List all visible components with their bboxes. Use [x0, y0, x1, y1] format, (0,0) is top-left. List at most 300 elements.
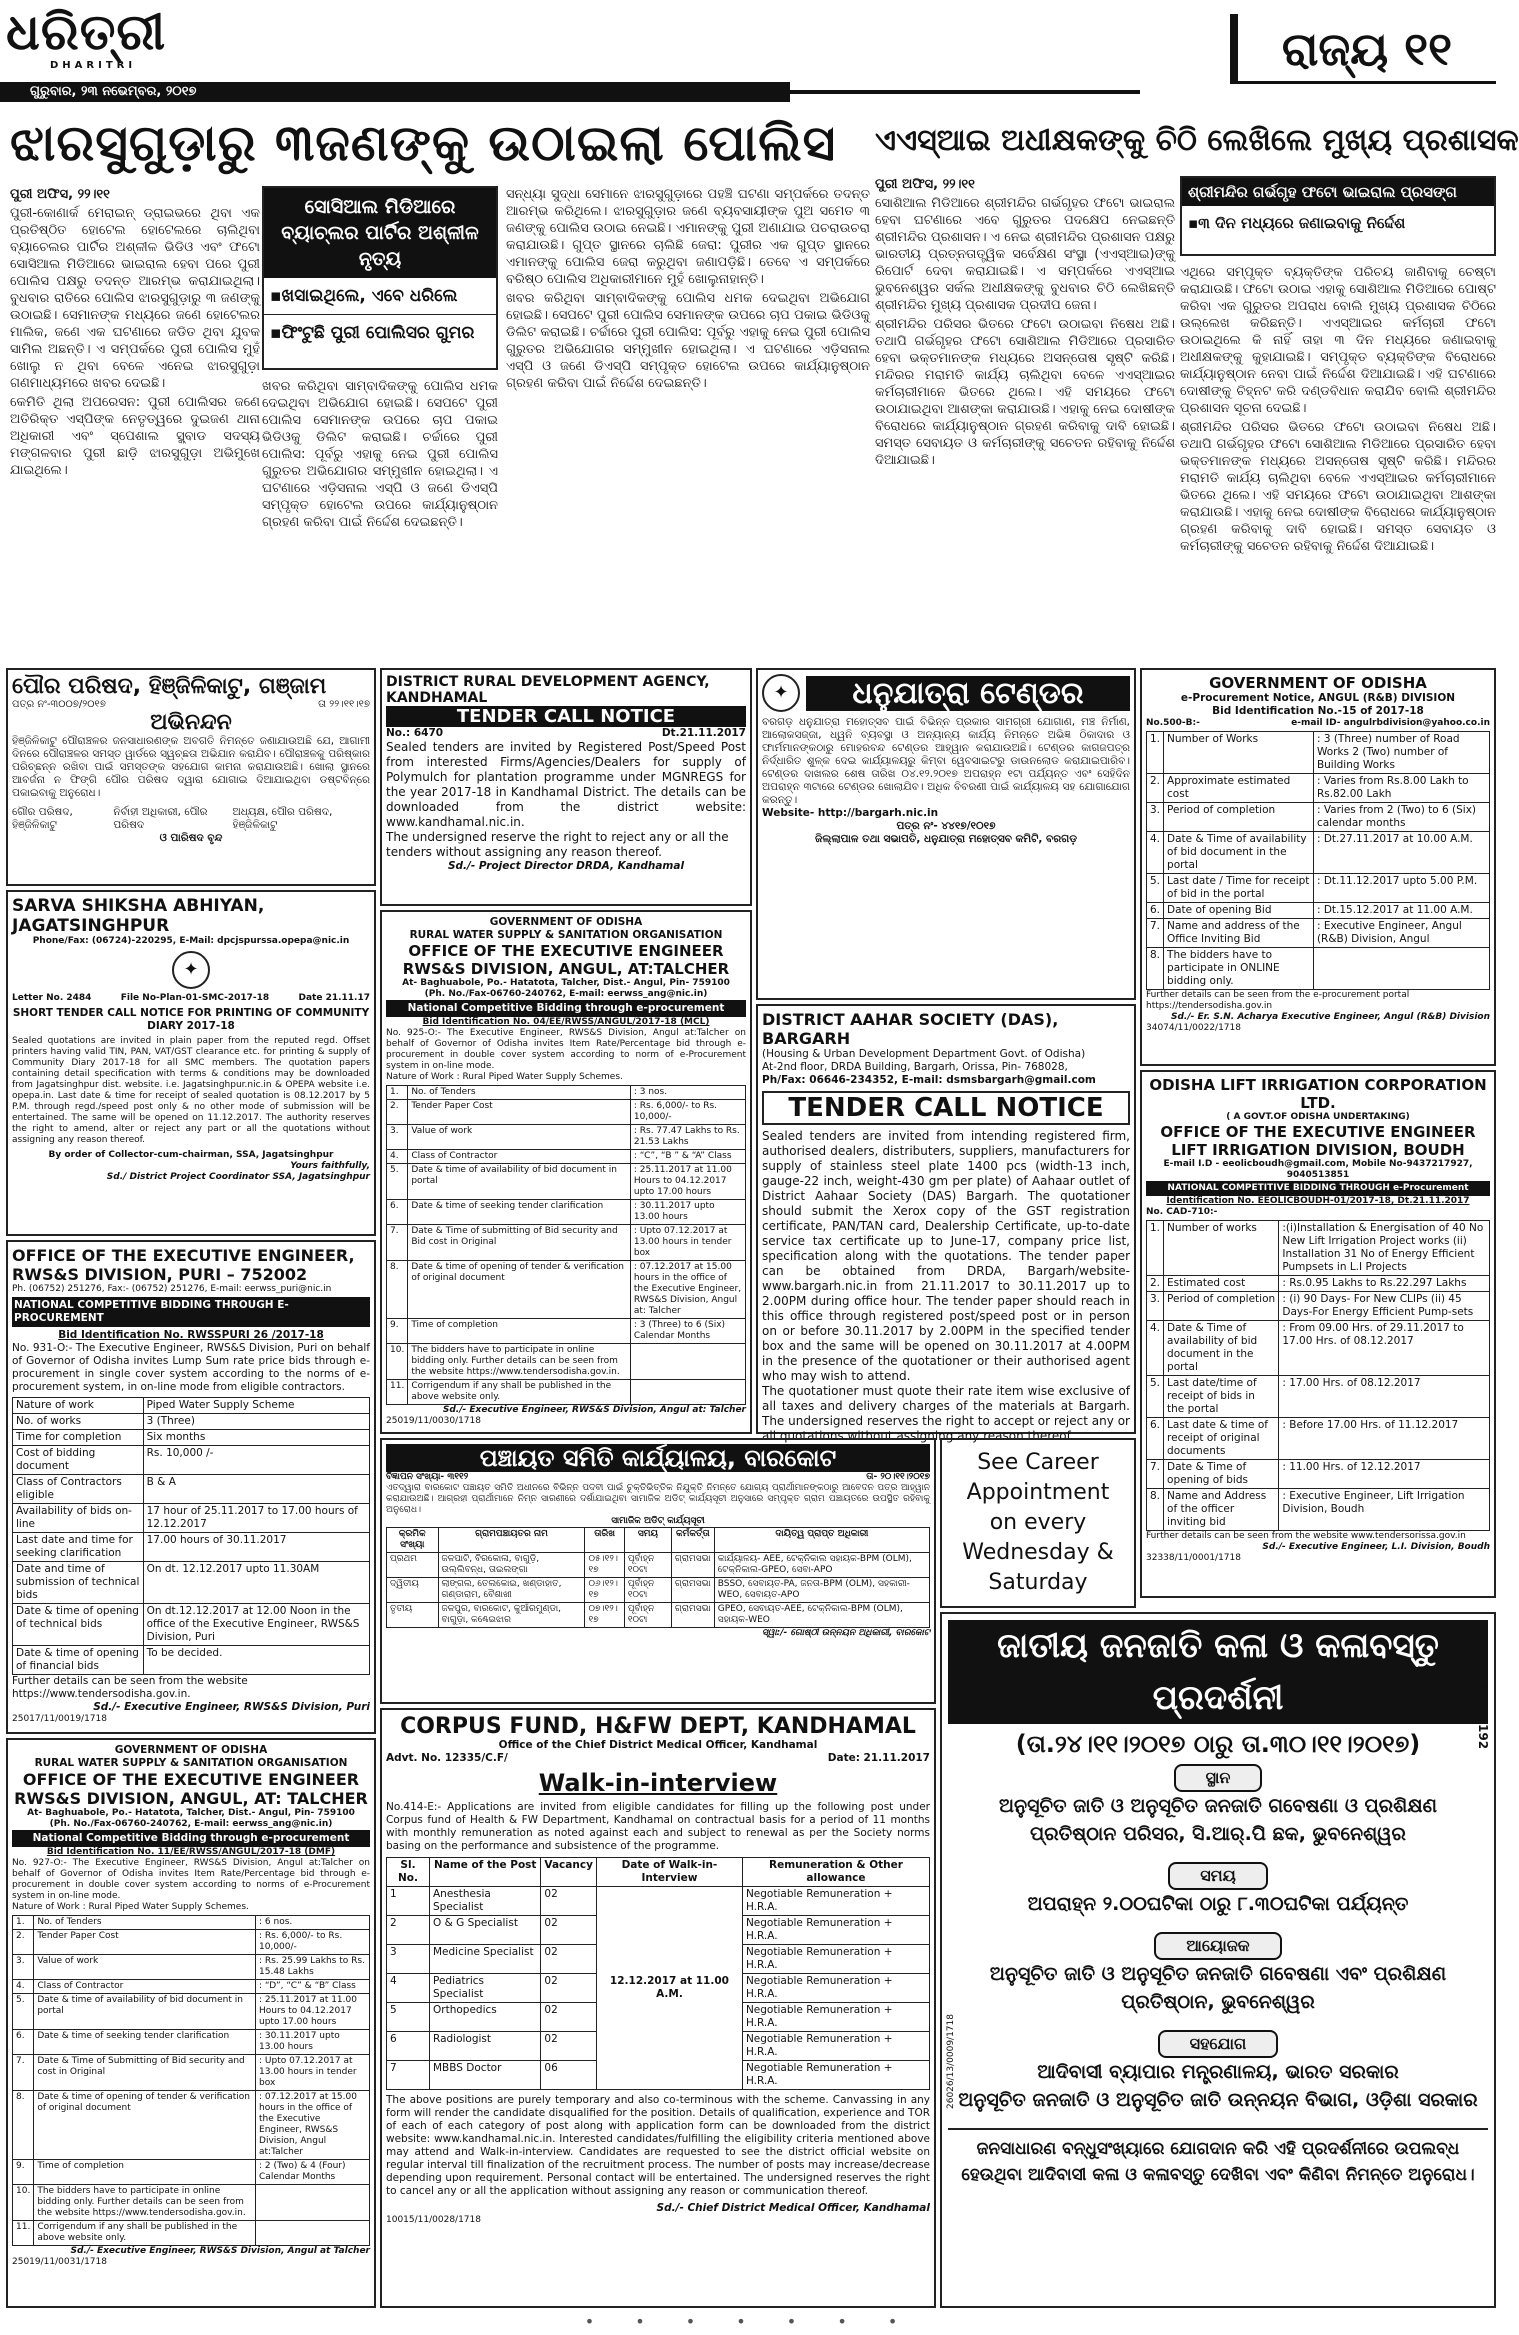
lead-inset-box [262, 186, 498, 370]
panchayat-table-cell: ପ୍ରଥମ [387, 1553, 439, 1578]
olic-table-cell: 4. [1147, 1321, 1164, 1376]
angul1-table-row [13, 1916, 370, 1930]
second-sidebar-bullet-text: ୩ ଦିନ ମଧ୍ୟରେ ଜଣାଇବାକୁ ନିର୍ଦ୍ଦେଶ [1198, 214, 1406, 232]
angulrb-bid: Bid Identification No.-15 of 2017-18 [1212, 705, 1424, 717]
corpus-table-cell: 3 [387, 1945, 430, 1974]
angul1-ncb: National Competitive Bidding through e-procurement [12, 1830, 370, 1847]
angul2-table-cell: 1. [387, 1086, 408, 1100]
angul2-table-cell [630, 1344, 745, 1380]
second-text-2: ଶ୍ରୀମନ୍ଦିର ପରିସର ଭିତରେ ଫଟୋ ଉଠାଇବା ନିଷେଧ ଅଛି। ତଥାପି ଗର୍ଭଗୃହର ଫଟୋ ସୋଶିଆଲ ମିଡିଆରେ ପ୍ରସାରିତ ହେବା ଭକ୍ତମାନଙ୍କ ମଧ୍ୟରେ ଅସନ୍ତୋଷ ସୃଷ୍ଟି କରିଛି। ମନ୍ଦିରର ମରାମତି କାର୍ଯ୍ୟ ଚାଲିଥିବା ବେଳେ ଏଏସ୍‌ଆଇର କର୍ମଚାରୀମାନେ ଭିତରେ ଥିଲେ। ଏହି ସମୟରେ ଫଟୋ ଉଠାଯାଇଥିବା ଆଶଙ୍କା କରାଯାଉଛି। ଏହାକୁ ନେଇ ଦୋଷୀଙ୍କ ବିରୋଧରେ କାର୍ଯ୍ୟାନୁଷ୍ଠାନ ଗ୍ରହଣ କରିବାକୁ ଦାବି ହୋଇଛି। ସମସ୍ତ ସେବାୟତ ଓ କର୍ମଚାରୀଙ୍କୁ ସଚେତନ ରହିବାକୁ ନିର୍ଦ୍ଦେଶ ଦିଆଯାଇଛି। [875, 317, 1175, 468]
olic-table-cell: : From 09.00 Hrs. of 29.11.2017 to 17.00 Hrs. of 08.12.2017 [1279, 1321, 1490, 1376]
corpus-table-cell: Negotiable Remuneration + H.R.A. [742, 2003, 929, 2032]
lead-text-1b: କେମିତି ଥିଲା ଅପରେସନ: ପୁରୀ ପୋଲିସର ଜଣେ ଅତିରିକ୍ତ ଏସ୍‌ପିଙ୍କ ନେତୃତ୍ୱରେ ଦୁଇଜଣ ଥାନା ଅଧିକାରୀ ଏବଂ ସ୍ପେଶାଲ ସ୍କ୍ବାଡ ସଦସ୍ୟ ମଙ୍ଗଳବାର ପୁରୀ ଛାଡ଼ି ଝାରସୁଗୁଡ଼ା ଅଭିମୁଖେ ଯାଇଥିଲେ। [10, 395, 260, 478]
olic-table [1146, 1220, 1490, 1531]
olic-table-cell: Date & Time of opening of bids [1164, 1460, 1279, 1489]
angul1-table-cell: 8. [13, 2091, 34, 2160]
dhanu-body: ବରଗଡ଼ ଧନୁଯାତ୍ରା ମହୋତ୍ସବ ପାଇଁ ବିଭିନ୍ନ ପ୍ରକାର ସାମଗ୍ରୀ ଯୋଗାଣ, ମଞ୍ଚ ନିର୍ମାଣ, ଆଲୋକସଜ୍ଜା, ଧ୍ୱନି ବ୍ୟବସ୍ଥା ଓ ଅନ୍ୟାନ୍ୟ କାର୍ଯ୍ୟ ନିମନ୍ତେ ଅଭିଜ୍ଞ ଠିକାଦାର ଓ ଫାର୍ମମାନଙ୍କଠାରୁ ମୋହରବନ୍ଦ ଟେଣ୍ଡର ଆହ୍ୱାନ କରାଯାଉଅଛି। ଟେଣ୍ଡର କାଗଜପତ୍ର ନିର୍ଦ୍ଧାରିତ ଶୁଳ୍କ ଦେଇ କାର୍ଯ୍ୟାଳୟରୁ କିମ୍ବା ୱେବସାଇଟରୁ ଡାଉନଲୋଡ କରାଯାଇପାରିବ। ଟେଣ୍ଡର ଦାଖଲର ଶେଷ ତାରିଖ ୦୪.୧୨.୨୦୧୭ ଅପରାହ୍ନ ୧ଟା ପର୍ଯ୍ୟନ୍ତ ଏବଂ ସେହିଦିନ ଅପରାହ୍ନ ୩ଟାରେ ଟେଣ୍ଡର ଖୋଲାଯିବ। ଅଧିକ ବିବରଣୀ ପାଇଁ କାର୍ଯ୍ୟାଳୟ ସହ ଯୋଗାଯୋଗ କରନ୍ତୁ। [762, 716, 1130, 806]
panchayat-table-cell: GPEO, ସେବାୟତ-AEE, ଟେକ୍ନିକାଲ-BPM (OLM), ସହାୟକ-WEO [714, 1603, 929, 1628]
olic-table-row [1147, 1221, 1490, 1276]
angul2-table-cell: 9. [387, 1319, 408, 1344]
puri-table-cell: Time for completion [13, 1430, 144, 1446]
puri-table-cell: Date & time of opening of financial bids [13, 1646, 144, 1675]
panchayat-table-row [387, 1578, 930, 1603]
panchayat-table-cell: ଦ୍ୱିତୀୟ [387, 1578, 439, 1603]
panchayat-table-cell: ଗ୍ରାମସଭା [671, 1603, 714, 1628]
puri-table-cell: On dt.12.12.2017 at 12.00 Noon in the office of the Executive Engineer, RWS&S Division, Puri [143, 1604, 369, 1646]
angul2-table-cell [630, 1380, 745, 1405]
olic-title: ODISHA LIFT IRRIGATION CORPORATION LTD. [1149, 1076, 1487, 1112]
angul1-table-cell: 3. [13, 1955, 34, 1980]
angulrb-table-row [1147, 919, 1490, 948]
angulrb-table-cell: 1. [1147, 732, 1164, 774]
angulrb-table-cell: : Executive Engineer, Angul (R&B) Division, Angul [1313, 919, 1489, 948]
angul2-table-cell: 4. [387, 1150, 408, 1164]
corpus-table-row [387, 1887, 930, 1916]
angul1-table-cell: Date & time of opening of tender & verification of original document [34, 2091, 256, 2160]
ad-hinjili [6, 668, 376, 886]
corpus-table-header: Remuneration & Other allowance [742, 1858, 929, 1887]
panchayat-table-row [387, 1603, 930, 1628]
lead-column-2b [262, 378, 498, 656]
exhibition-dates: (ତା.୨୪।୧୧।୨୦୧୭ ଠାରୁ ତା.୩୦।୧୧।୨୦୧୭) [1015, 1730, 1421, 1758]
angul2-gov: GOVERNMENT OF ODISHA [489, 916, 643, 928]
angul1-table-cell: 5. [13, 1994, 34, 2030]
angul2-table [386, 1085, 746, 1405]
angulrb-table-row [1147, 874, 1490, 903]
exhibition-code: DSPL-192 [1476, 1684, 1490, 1750]
angul1-table-cell: 7. [13, 2055, 34, 2091]
angul2-table-cell: Class of Contractor [408, 1150, 631, 1164]
corpus-table-cell: Negotiable Remuneration + H.R.A. [742, 2032, 929, 2061]
angul1-table-cell: : 30.11.2017 upto 13.00 hours [256, 2030, 370, 2055]
angul1-table-row [13, 1930, 370, 1955]
angul2-table-cell: : “C”, “B ” & “A” Class [630, 1150, 745, 1164]
ad-olic-boudh [1140, 1070, 1496, 1598]
angulrb-table-cell: The bidders have to participate in ONLINE bidding only. [1164, 948, 1314, 990]
olic-no: No. CAD-710:- [1146, 1207, 1218, 1217]
second-sidebar-bullet: ▪୩ ଦିନ ମଧ୍ୟରେ ଜଣାଇବାକୁ ନିର୍ଦ୍ଦେଶ [1188, 214, 1406, 232]
corpus-table-cell: Negotiable Remuneration + H.R.A. [742, 1916, 929, 1945]
angulrb-table-cell: : Dt.11.12.2017 upto 5.00 P.M. [1313, 874, 1489, 903]
hinjili-sig-3: ଅଧ୍ୟକ୍ଷ, ପୌର ପରିଷଦ, ହିଞ୍ଜିଳିକାଟୁ [232, 806, 333, 831]
corpus-table-cell: 4 [387, 1974, 430, 2003]
ad-angul-rb [1140, 668, 1496, 1066]
angul2-org: RURAL WATER SUPPLY & SANITATION ORGANISATION [409, 929, 723, 941]
puri-table-row [13, 1446, 370, 1475]
angul2-table-cell: Date & time of availability of bid document in portal [408, 1164, 631, 1200]
panchayat-sig: ସ୍ୱା:/- ଗୋଷ୍ଠୀ ଉନ୍ନୟନ ଅଧିକାରୀ, ବାରକୋଟ [761, 1628, 930, 1638]
angulrb-email: e-mail ID- angulrbdivision@yahoo.co.in [1291, 718, 1490, 728]
angul2-div: RWS&S DIVISION, ANGUL, AT:TALCHER [402, 960, 730, 978]
olic-table-cell: : Executive Engineer, Lift Irrigation Division, Boudh [1279, 1489, 1490, 1531]
hinjili-sig-2: ନିର୍ବାହୀ ଅଧିକାରୀ, ପୌର ପରିଷଦ [113, 806, 208, 831]
angul2-addr: At- Baghuabole, Po.- Hatatota, Talcher, Dist.- Angul, Pin- 759100 [402, 978, 730, 988]
panchayat-body: ଏତଦ୍ୱାରା ବାରକୋଟ ପଞ୍ଚାୟତ ସମିତି ଅଧୀନରେ ବିଭିନ୍ନ ପଦବୀ ପାଇଁ ଚୁକ୍ତିଭିତ୍ତିକ ନିଯୁକ୍ତି ନିମନ୍ତେ ଯୋଗ୍ୟ ପ୍ରାର୍ଥୀମାନଙ୍କଠାରୁ ଆବେଦନ ପତ୍ର ଆହ୍ୱାନ କରାଯାଉଅଛି। ଆଗ୍ରହୀ ପ୍ରାର୍ଥୀମାନେ ନିମ୍ନ ସାରଣୀରେ ଦର୍ଶାଯାଇଥିବା ସାମାଜିକ ଅଡିଟ୍ କାର୍ଯ୍ୟସୂଚୀ ଅନୁସାରେ ସମ୍ପୃକ୍ତ ଗ୍ରାମ ପଞ୍ଚାୟତରେ ଉପସ୍ଥିତ ରହିବାକୁ ଅନୁରୋଧ। [386, 1483, 930, 1515]
olic-table-cell: Estimated cost [1164, 1276, 1279, 1292]
angul2-table-cell: The bidders have to participate in online bidding only. Further details can be seen from the website https://www.tendersodisha.gov.in. [408, 1344, 631, 1380]
exhibition-value-1: ଅନୁସୂଚିତ ଜାତି ଓ ଅନୁସୂଚିତ ଜନଜାତି ଗବେଷଣା ଓ ପ୍ରଶିକ୍ଷଣ ପ୍ରତିଷ୍ଠାନ ପରିସର, ସି.ଆର୍.ପି ଛକ, ଭୁବନେଶ୍ୱର [998, 1795, 1438, 1845]
corpus-sub: Office of the Chief District Medical Officer, Kandhamal [498, 1739, 818, 1751]
corpus-table-cell: O & G Specialist [430, 1916, 541, 1945]
inset-bullet-2-text: ଫିଂଟୁଛି ପୁରୀ ପୋଲିସର ଗୁମର [281, 323, 475, 343]
olic-ncb: NATIONAL COMPETITIVE BIDDING THROUGH e-Procurement [1146, 1181, 1490, 1196]
angul1-table-cell: : “D”, “C” & “B” Class [256, 1980, 370, 1994]
puri-table-cell: 17.00 hours of 30.11.2017 [143, 1533, 369, 1562]
angulrb-table-cell: Date & Time of availability of bid document in the portal [1164, 832, 1314, 874]
corpus-table-cell: Anesthesia Specialist [430, 1887, 541, 1916]
puri-contact: Ph. (06752) 251276, Fax:- (06752) 251276, E-mail: eerwss_puri@nic.in [12, 1284, 332, 1294]
corpus-table-cell: MBBS Doctor [430, 2061, 541, 2090]
corpus-date: Date: 21.11.2017 [827, 1752, 930, 1764]
angul2-table-cell: 7. [387, 1225, 408, 1261]
footer-marks: • • • • • • • [584, 2312, 916, 2331]
olic-table-row [1147, 1376, 1490, 1418]
angul1-table-cell: 9. [13, 2160, 34, 2185]
angulrb-table-row [1147, 732, 1490, 774]
angulrb-table-row [1147, 948, 1490, 990]
angul2-table-cell: Tender Paper Cost [408, 1100, 631, 1125]
logo-subtitle: DHARITRI [50, 60, 137, 71]
olic-table-cell: 5. [1147, 1376, 1164, 1418]
ssa-order: By order of Collector-cum-chairman, SSA, Jagatsinghpur [48, 1150, 334, 1160]
angul2-sig: Sd./- Executive Engineer, RWS&S Division, Angul at: Talcher [442, 1405, 746, 1415]
puri-table-row [13, 1562, 370, 1604]
angul2-body: No. 925-O:- The Executive Engineer, RWS&S Division, Angul at:Talcher on behalf of Governor of Odisha invites Item Rate/Percentage bid through e-procurement in double cover system according to norm of e-Procurement system in on-line mode. [386, 1028, 746, 1071]
corpus-table-cell: 2 [387, 1916, 430, 1945]
puri-table [12, 1397, 370, 1675]
corpus-body: No.414-E:- Applications are invited from eligible candidates for filling up the following post under Corpus fund of Health & FW Department, Kandhamal on contractual basis for a period of 11 months with monthly remuneration as noted against each and subject to renewal as per the Society norms basing on the performance and subsistence of the programme. [386, 1801, 930, 1852]
drda-title: DISTRICT RURAL DEVELOPMENT AGENCY, KANDHAMAL [386, 674, 710, 706]
angul1-table [12, 1915, 370, 2246]
angulrb-sig: Sd./- Er. S.N. Acharya Executive Engineer, Angul (R&B) Division [1171, 1012, 1490, 1022]
dhanu-header [762, 674, 1130, 712]
puri-table-cell: B & A [143, 1475, 369, 1504]
olic-table-row [1147, 1418, 1490, 1460]
angul1-table-cell: Date & Time of Submitting of Bid security and cost in Original [34, 2055, 256, 2091]
angul2-code: 25019/11/0030/1718 [386, 1416, 481, 1426]
puri-bid: Bid Identification No. RWSSPURI 26 /2017-18 [58, 1329, 324, 1341]
drda-body2: The undersigned reserve the right to reject any or all the tenders without assigning any reason thereof. [386, 830, 729, 859]
corpus-table-cell: Medicine Specialist [430, 1945, 541, 1974]
ssa-yf: Yours faithfully, [290, 1161, 370, 1171]
exhibition-label-1-row [948, 1764, 1488, 1792]
angul1-nature: Nature of Work : Rural Piped Water Supply Schemes. [12, 1902, 249, 1912]
puri-table-cell: Piped Water Supply Scheme [143, 1398, 369, 1414]
ad-panchayat-barkote [380, 1438, 936, 1704]
drda-no-row [386, 727, 746, 740]
panchayat-table-cell: ଗ୍ରାମସଭା [671, 1578, 714, 1603]
exhibition-label-4-row [948, 2030, 1488, 2058]
panchayat-date: ତା- ୨୦।୧୧।୨୦୧୭ [866, 1472, 930, 1482]
puri-table-row [13, 1475, 370, 1504]
panchayat-table-cell: ୦୬।୧୨।୧୭ [585, 1578, 624, 1603]
dhanu-web: Website- http://bargarh.nic.in [762, 807, 939, 819]
lead-headline-text: ଝାରସୁଗୁଡ଼ାରୁ ୩ଜଣଙ୍କୁ ଉଠାଇଲା ପୋଲିସ [10, 114, 837, 172]
angul1-gov: GOVERNMENT OF ODISHA [114, 1744, 268, 1756]
puri-table-row [13, 1430, 370, 1446]
angul2-table-cell: Time of completion [408, 1319, 631, 1344]
corpus-table-cell: 02 [541, 1974, 597, 2003]
das-body2: The quotationer must quote their rate item wise exclusive of all taxes and delivery charges of the materials at Bargarh. The undersigned reserves the right to accept or reject any or all quotations without assigning any reason thereof. [762, 1384, 1130, 1443]
angul1-table-row [13, 2221, 370, 2246]
exhibition-label-4: ସହଯୋଗ [1158, 2030, 1279, 2058]
panchayat-table-header: ଦାୟିତ୍ୱ ପ୍ରାପ୍ତ ଅଧିକାରୀ [714, 1528, 929, 1553]
angulrb-notice: e-Procurement Notice, ANGUL (R&B) DIVISION [1180, 692, 1456, 704]
angul1-table-cell: 11. [13, 2221, 34, 2246]
puri-body: No. 931-O:- The Executive Engineer, RWS&S Division, Puri on behalf of Governor of Odisha invites Lump Sum rate price bids through e-procurement in single cover system according to the norms of e-procurement system, in on-line mode from eligible contractors. [12, 1342, 370, 1393]
page-section-title: ରାଜ୍ୟ ୧୧ [1230, 14, 1496, 84]
dhanu-title: ଧନୁଯାତ୍ରା ଟେଣ୍ଡର [806, 676, 1130, 711]
angul1-table-cell: Class of Contractor [34, 1980, 256, 1994]
puri-table-cell: Availability of bids on-line [13, 1504, 144, 1533]
lead-column-3 [506, 186, 870, 656]
corpus-table-cell: 02 [541, 1945, 597, 1974]
olic-table-cell: :(i)Installation & Energisation of 40 No New Lift Irrigation Project works (ii) Installation 31 No of Energy Efficient Pumpsets in L.I Projects [1279, 1221, 1490, 1276]
olic-table-cell: 2. [1147, 1276, 1164, 1292]
angul2-table-cell: : 30.11.2017 upto 13.00 hours [630, 1200, 745, 1225]
olic-table-cell: Name and Address of the officer inviting bid [1164, 1489, 1279, 1531]
inset-bullet-1-text: ଖସାଇଥିଲେ, ଏବେ ଧରିଲେ [281, 286, 458, 306]
angul2-table-row [387, 1319, 746, 1344]
corpus-table-header: Name of the Post [430, 1858, 541, 1887]
ssa-letter: Letter No. 2484 [12, 993, 92, 1003]
exhibition-label-2: ସମୟ [1168, 1862, 1268, 1890]
angul1-code: 25019/11/0031/1718 [12, 2257, 107, 2267]
angul1-office: OFFICE OF THE EXECUTIVE ENGINEER [22, 1770, 360, 1789]
masthead-logo [6, 4, 266, 84]
olic-table-cell: Number of works [1164, 1221, 1279, 1276]
corpus-table-cell: 7 [387, 2061, 430, 2090]
angul2-ph: (Ph. No./Fax-06760-240762, E-mail: eerwss_ang@nic.in) [424, 989, 708, 999]
angul1-table-cell: 4. [13, 1980, 34, 1994]
panchayat-ref-row [386, 1472, 930, 1483]
angul1-table-cell [256, 2221, 370, 2246]
angul1-table-row [13, 2055, 370, 2091]
drda-no: No.: 6470 [386, 727, 444, 739]
angulrb-table-cell: 8. [1147, 948, 1164, 990]
angul2-table-cell: : Rs. 77.47 Lakhs to Rs. 21.53 Lakhs [630, 1125, 745, 1150]
panchayat-table-cell: ତୃତୀୟ [387, 1603, 439, 1628]
panchayat-table-cell: ପୂର୍ବାହ୍ନ ୧୦ଟା [624, 1578, 671, 1603]
angul1-table-cell: 1. [13, 1916, 34, 1930]
olic-table-cell: 6. [1147, 1418, 1164, 1460]
hinjili-date: ତା ୨୨।୧୧।୧୭ [318, 699, 370, 710]
das-body: Sealed tenders are invited from intending registered firm, authorised dealers, distributers, suppliers, manufacturers for supply of stainless steel plate 1400 pcs (width-13 inch, gauge-22 inch, weight-430 gm per plate) of Aahaar outlet of District Aahaar Society (DAS) Bargarh. The quotationer should submit the Xerox copy of the GST registration certificate, PAN/TAN card, Dealership Certificate, up-to-date service tax certificate up to June-17, company price list, specification along with the quotations. The tender paper can be obtained from DRDA, Bargarh/website-www.bargarh.nic.in from 21.11.2017 to 30.11.2017 up to 2.00PM during office hour. The tender paper should reach in this office through registered post/speed post or in person on or before 30.11.2017 by 2.00PM in the specified tender box and the same will be opened on 30.11.2017 at 4.00PM in the presence of the quotationer or their authorised agent who may wish to attend. [762, 1129, 1130, 1383]
olic-table-cell: : Rs.0.95 Lakhs to Rs.22.297 Lakhs [1279, 1276, 1490, 1292]
angul1-table-cell: Value of work [34, 1955, 256, 1980]
olic-office: OFFICE OF THE EXECUTIVE ENGINEER LIFT IRRIGATION DIVISION, BOUDH [1160, 1123, 1476, 1159]
panchayat-table-cell: ୦୫।୧୨।୧୭ [585, 1553, 624, 1578]
corpus-table-cell: 02 [541, 2032, 597, 2061]
angul1-table-cell: Tender Paper Cost [34, 1930, 256, 1955]
angulrb-table-row [1147, 903, 1490, 919]
panchayat-table-header: କର୍ମକର୍ତ୍ତା [671, 1528, 714, 1553]
lead-text-2: ସନ୍ଧ୍ୟା ସୁଦ୍ଧା ସେମାନେ ଝାରସୁଗୁଡ଼ାରେ ପହଞ୍ଚି ଘଟଣା ସମ୍ପର୍କରେ ତଦନ୍ତ ଆରମ୍ଭ କରିଥିଲେ। ଝାରସୁଗୁଡ଼ାର ଜଣେ ବ୍ୟବସାୟୀଙ୍କ ପୁଅ ସମେତ ୩ ଜଣଙ୍କୁ ପୋଲିସ ଉଠାଇ ନେଇଛି। ଏମାନଙ୍କୁ ପୁରୀ ଅଣାଯାଇ ପଚରାଉଚରା କରାଯାଉଛି। ଗୁପ୍ତ ସ୍ଥାନରେ ଚାଲିଛି ଜେରା: ପୁରୀର ଏକ ଗୁପ୍ତ ସ୍ଥାନରେ ଏମାନଙ୍କୁ ପୋଲିସ ଜେରା କରୁଥିବା ଜଣାପଡ଼ିଛି। ତେବେ ଏ ସମ୍ପର୍କରେ ବରିଷ୍ଠ ପୋଲିସ ଅଧିକାରୀମାନେ ମୁହଁ ଖୋଲୁନାହାନ୍ତି। [506, 187, 870, 287]
corpus-walk: Walk-in-interview [538, 1769, 778, 1797]
olic-sig: Sd./- Executive Engineer, L.I. Division, Boudh [1262, 1542, 1490, 1552]
second-sidebar-title: ଶ୍ରୀମନ୍ଦିର ଗର୍ଭଗୃହ ଫଟୋ ଭାଇରାଲ ପ୍ରସଙ୍ଗ [1182, 178, 1494, 206]
angul2-table-cell: : 3 (Three) to 6 (Six) Calendar Months [630, 1319, 745, 1344]
corpus-table-cell: Negotiable Remuneration + H.R.A. [742, 2061, 929, 2090]
olic-code: 32338/11/0001/1718 [1146, 1553, 1241, 1563]
hinjili-title: ପୌର ପରିଷଦ, ହିଞ୍ଜିଳିକାଟୁ, ଗଞ୍ଜାମ [12, 674, 327, 699]
ssa-title: SARVA SHIKSHA ABHIYAN, JAGATSINGHPUR [12, 896, 265, 936]
puri-code: 25017/11/0019/1718 [12, 1714, 107, 1724]
exhibition-title: ଜାତୀୟ ଜନଜାତି କଳା ଓ କଳାବସ୍ତୁ ପ୍ରଦର୍ଶନୀ [948, 1620, 1488, 1724]
inset-title: ସୋସିଆଲ ମିଡିଆରେ ବ୍ୟାଚ୍‌ଲର ପାର୍ଟିର ଅଶ୍ଳୀଳ ନୃତ୍ୟ [264, 188, 496, 278]
exhibition-label-1: ସ୍ଥାନ [1174, 1764, 1263, 1792]
panchayat-table-cell: ଗ୍ରାମସଭା [671, 1553, 714, 1578]
angulrb-table [1146, 731, 1490, 990]
angul1-table-cell: : Rs. 6,000/- to Rs. 10,000/- [256, 1930, 370, 1955]
angulrb-no-row [1146, 718, 1490, 729]
ad-exhibition [940, 1612, 1496, 2308]
olic-table-cell: Last date & time of receipt of original documents [1164, 1418, 1279, 1460]
puri-title: OFFICE OF THE EXECUTIVE ENGINEER, RWS&S DIVISION, PURI – 752002 [12, 1246, 355, 1284]
angulrb-table-cell: Name and address of the Office Inviting Bid [1164, 919, 1314, 948]
angul1-body: No. 927-O:- The Executive Engineer, RWS&S Division, Angul at:Talcher on behalf of Governor of Odisha invites Item Rate/Percentage bid through e-procurement in double cover system according to norms of e-Procurement system in on-line mode. [12, 1858, 370, 1901]
corpus-sig: Sd./- Chief District Medical Officer, Kandhamal [656, 2202, 930, 2214]
panchayat-table-header: ଗ୍ରାମପଞ୍ଚାୟତର ନାମ [438, 1528, 585, 1553]
ssa-file: File No-Plan-01-SMC-2017-18 [120, 993, 270, 1003]
angul2-table-cell: Date & time of opening of tender & verification of original document [408, 1261, 631, 1319]
angul1-table-cell: : 6 nos. [256, 1916, 370, 1930]
ad-career-promo [940, 1438, 1136, 1608]
exhibition-code-2: 26026/13/0009/1718 [946, 2014, 956, 2109]
angul2-table-row [387, 1125, 746, 1150]
angul2-table-cell: : 07.12.2017 at 15.00 hours in the office of the Executive Engineer, RWS&S Division, Angul at: Talcher [630, 1261, 745, 1319]
angul2-table-cell: 11. [387, 1380, 408, 1405]
angul2-table-row [387, 1344, 746, 1380]
panchayat-table-cell: ପୂର୍ବାହ୍ନ ୧୦ଟା [624, 1553, 671, 1578]
olic-foot: Further details can be seen from the website www.tendersorissa.gov.in [1146, 1531, 1466, 1541]
angul2-table-row [387, 1380, 746, 1405]
exhibition-footer: ଜନସାଧାରଣ ବନ୍ଧୁସଂଖ୍ୟାରେ ଯୋଗଦାନ କରି ଏହି ପ୍ରଦର୍ଶନୀରେ ଉପଲବ୍ଧ ହେଉଥିବା ଆଦିବାସୀ କଳା ଓ କଳାବସ୍ତୁ ଦେଖିବା ଏବଂ କିଣିବା ନିମନ୍ତେ ଅନୁରୋଧ। [948, 2128, 1488, 2188]
angul2-table-cell: 3. [387, 1125, 408, 1150]
corpus-table [386, 1857, 930, 2090]
puri-table-cell: To be decided. [143, 1646, 369, 1675]
exhibition-label-2-row [948, 1862, 1488, 1890]
angul1-table-cell: Time of completion [34, 2160, 256, 2185]
angul2-table-cell: No. of Tenders [408, 1086, 631, 1100]
angul2-bid: Bid Identification No. 04/EE/RWSS/ANGUL/2017-18 (MCL) [422, 1017, 710, 1027]
puri-table-cell: 17 hour of 25.11.2017 to 17.00 hours of 12.12.2017 [143, 1504, 369, 1533]
hinjili-sub: ଅଭିନନ୍ଦନ [150, 710, 232, 735]
angul2-table-cell: : 3 nos. [630, 1086, 745, 1100]
puri-table-row [13, 1604, 370, 1646]
puri-table-cell: Date and time of submission of technical bids [13, 1562, 144, 1604]
panchayat-table-cell: ଲାଙ୍ଗଲ, ତେଲକୋଇ, ଖଣ୍ଡାହାତ, ଗଣ୍ଡାରାମ, ବୈଶାଖୀ [438, 1578, 585, 1603]
angul2-table-cell: Value of work [408, 1125, 631, 1150]
das-title: DISTRICT AAHAR SOCIETY (DAS), BARGARH [762, 1010, 1059, 1048]
angul1-table-cell: 10. [13, 2185, 34, 2221]
second-column-1 [875, 176, 1175, 676]
olic-table-cell: 7. [1147, 1460, 1164, 1489]
panchayat-table-header: ତାରିଖ [585, 1528, 624, 1553]
angulrb-table-cell: 2. [1147, 774, 1164, 803]
puri-table-cell: Rs. 10,000 /- [143, 1446, 369, 1475]
olic-table-row [1147, 1292, 1490, 1321]
angul2-table-cell: : Upto 07.12.2017 at 13.00 hours in tender box [630, 1225, 745, 1261]
puri-ncb: NATIONAL COMPETITIVE BIDDING THROUGH E-PROCUREMENT [12, 1297, 370, 1327]
angulrb-table-row [1147, 832, 1490, 874]
angul2-table-cell: : Rs. 6,000/- to Rs. 10,000/- [630, 1100, 745, 1125]
olic-table-cell: : (i) 90 Days- For New CLIPs (ii) 45 Days-For Energy Efficient Pump-sets [1279, 1292, 1490, 1321]
olic-table-cell: : 11.00 Hrs. of 12.12.2017 [1279, 1460, 1490, 1489]
olic-table-row [1147, 1321, 1490, 1376]
ad-angul-rwss-2 [380, 910, 752, 1434]
angulrb-table-cell: 5. [1147, 874, 1164, 903]
angulrb-table-cell [1313, 948, 1489, 990]
lead-column-1 [10, 186, 260, 656]
dhanu-emblem-icon: ✦ [762, 674, 800, 712]
exhibition-value-4b: ଅନୁସୂଚିତ ଜନଜାତି ଓ ଅନୁସୂଚିତ ଜାତି ଉନ୍ନୟନ ବିଭାଗ, ଓଡ଼ିଶା ସରକାର [958, 2089, 1478, 2111]
ssa-logo [12, 951, 370, 989]
olic-table-cell: Last date/time of receipt of bids in the portal [1164, 1376, 1279, 1418]
corpus-table-cell: Negotiable Remuneration + H.R.A. [742, 1945, 929, 1974]
second-headline-text: ଏଏସ୍‌ଆଇ ଅଧୀକ୍ଷକଙ୍କୁ ଚିଠି ଲେଖିଲେ ମୁଖ୍ୟ ପ୍ରଶାସକ [875, 123, 1519, 158]
corpus-table-cell: 06 [541, 2061, 597, 2090]
exhibition-value-2: ଅପରାହ୍ନ ୨.୦୦ଘଟିକା ଠାରୁ ୮.୩୦ଘଟିକା ପର୍ଯ୍ୟନ୍ତ [1027, 1893, 1409, 1915]
angul2-table-cell: Date & time of seeking tender clarification [408, 1200, 631, 1225]
corpus-table-header: Vacancy [541, 1858, 597, 1887]
angul2-table-row [387, 1086, 746, 1100]
second-text-4: ଶ୍ରୀମନ୍ଦିର ପରିସର ଭିତରେ ଫଟୋ ଉଠାଇବା ନିଷେଧ ଅଛି। ତଥାପି ଗର୍ଭଗୃହର ଫଟୋ ସୋଶିଆଲ ମିଡିଆରେ ପ୍ରସାରିତ ହେବା ଭକ୍ତମାନଙ୍କ ମଧ୍ୟରେ ଅସନ୍ତୋଷ ସୃଷ୍ଟି କରିଛି। ମନ୍ଦିରର ମରାମତି କାର୍ଯ୍ୟ ଚାଲିଥିବା ବେଳେ ଏଏସ୍‌ଆଇର କର୍ମଚାରୀମାନେ ଭିତରେ ଥିଲେ। ଏହି ସମୟରେ ଫଟୋ ଉଠାଯାଇଥିବା ଆଶଙ୍କା କରାଯାଉଛି। ଏହାକୁ ନେଇ ଦୋଷୀଙ୍କ ବିରୋଧରେ କାର୍ଯ୍ୟାନୁଷ୍ଠାନ ଗ୍ରହଣ କରିବାକୁ ଦାବି ହୋଇଛି। ସମସ୍ତ ସେବାୟତ ଓ କର୍ମଚାରୀଙ୍କୁ ସଚେତନ ରହିବାକୁ ନିର୍ଦ୍ଦେଶ ଦିଆଯାଇଛି। [1180, 420, 1496, 554]
angul2-table-cell: 2. [387, 1100, 408, 1125]
angulrb-table-cell: : Dt.27.11.2017 at 10.00 A.M. [1313, 832, 1489, 874]
corpus-table-cell: Negotiable Remuneration + H.R.A. [742, 1974, 929, 2003]
olic-table-row [1147, 1489, 1490, 1531]
panchayat-table-title: ସାମାଜିକ ଅଡିଟ୍ କାର୍ଯ୍ୟସୂଚୀ [611, 1516, 705, 1526]
corpus-table-cell: Negotiable Remuneration + H.R.A. [742, 1887, 929, 1916]
puri-table-row [13, 1646, 370, 1675]
angul2-office: OFFICE OF THE EXECUTIVE ENGINEER [408, 942, 724, 960]
angulrb-table-cell: Period of completion [1164, 803, 1314, 832]
hinjili-sig-4: ଓ ପାରିଷଦ ବୃନ୍ଦ [159, 832, 223, 844]
hinjili-sig-1: ଗୌର ପରିଷଦ, ହିଞ୍ଜିଳିକାଟୁ [12, 806, 73, 831]
puri-table-row [13, 1533, 370, 1562]
angul1-table-cell: No. of Tenders [34, 1916, 256, 1930]
drda-sig: Sd./- Project Director DRDA, Kandhamal [447, 860, 685, 872]
angul2-table-cell: : 25.11.2017 at 11.00 Hours to 04.12.2017 upto 17.00 hours [630, 1164, 745, 1200]
corpus-table-cell: 02 [541, 1916, 597, 1945]
dhanu-sig: ଜିଲ୍ଲାପାଳ ତଥା ସଭାପତି, ଧନୁଯାତ୍ରା ମହୋତ୍ସବ କମିଟି, ବରଗଡ଼ [814, 833, 1078, 845]
puri-table-row [13, 1504, 370, 1533]
corpus-table-cell: Radiologist [430, 2032, 541, 2061]
hinjili-ref-row [12, 699, 370, 710]
angul1-bid: Bid Identification No. 11/EE/RWSS/ANGUL/2017-18 (DMF) [46, 1847, 336, 1857]
corpus-table-cell: 02 [541, 1887, 597, 1916]
angul2-table-row [387, 1100, 746, 1125]
ssa-body: Sealed quotations are invited in plain paper from the reputed regd. Offset printers having valid TIN, PAN, VAT/GST clearance etc. for printing & supply of Community Diary 2017-18 for all SMC members. The quotation papers containing detail specification with terms & conditions may be downloaded from Jagatsinghpur dist. website. i.e. Jagatsinghpur.nic.in & OPEPA website i.e. opepa.in. Last date & time for receipt of sealed quotation is 08.12.2017 by 5 P.M. through regd./speed post only & no other mode of submission will be entertained. The same will be opened on 11.12.2017. The authority reserves the right to amend, alter or reject any part or all the quotations without assigning any reason thereof. [12, 1036, 370, 1145]
olic-bid: Identification No. EEOLICBOUDH-01/2017-18, Dt.21.11.2017 [1166, 1196, 1470, 1206]
angulrb-table-row [1147, 774, 1490, 803]
angul2-nature: Nature of Work : Rural Piped Water Supply Schemes. [386, 1072, 623, 1082]
angul1-table-row [13, 2091, 370, 2160]
angulrb-table-cell: : Dt.15.12.2017 at 11.00 A.M. [1313, 903, 1489, 919]
angul2-table-row [387, 1261, 746, 1319]
ad-dhanuyatra [756, 668, 1136, 1000]
angulrb-foot: Further details can be seen from the e-procurement portal https://tendersodisha.gov.in [1146, 990, 1410, 1011]
ssa-contact: Phone/Fax: (06724)-220295, E-Mail: dpcjspurssa.opepa@nic.in [32, 936, 350, 946]
corpus-foot: The above positions are purely temporary and also co-terminous with the scheme. Canvassing in any form will render the candidate disqualified for the position. Details of qualification, experience and TOR of each of each category of post along with application form can be downloaded from the district website: www.kandhamal.nic.in. Interested candidates/fulfilling the eligibility criteria mentioned above may attend and Walk-in-interview. Candidates are requested to see the district official website on regular interval till finalization of the recruitment process. The number of posts may increase/decrease depending upon requirement. Personal contact will be entertained. The undersigned reserves the right to cancel any or all the application without assigning any reason or communication thereof. [386, 2094, 930, 2197]
angul2-table-row [387, 1200, 746, 1225]
corpus-table-cell: Orthopedics [430, 2003, 541, 2032]
puri-table-cell: Last date and time for seeking clarification [13, 1533, 144, 1562]
angulrb-code: 34074/11/0022/1718 [1146, 1023, 1241, 1033]
angulrb-table-cell: : 3 (Three) number of Road Works 2 (Two) number of Building Works [1313, 732, 1489, 774]
olic-table-cell: : 17.00 Hrs. of 08.12.2017 [1279, 1376, 1490, 1418]
